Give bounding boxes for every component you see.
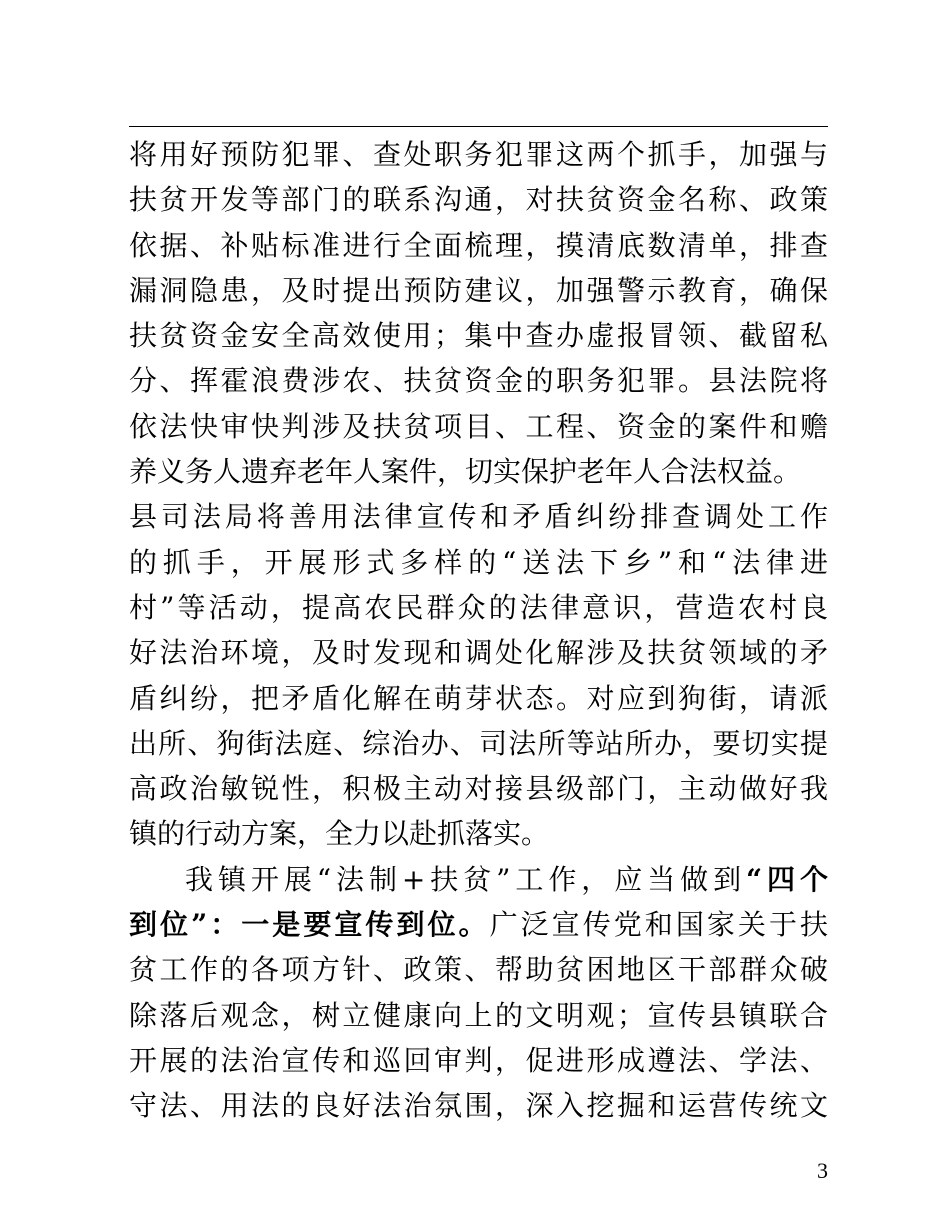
paragraph-2-first-line <box>129 857 828 902</box>
text-line: 漏洞隐患，及时提出预防建议，加强警示教育，确保 <box>129 273 828 307</box>
text-line: 分、挥霍浪费涉农、扶贫资金的职务犯罪。县法院将 <box>129 364 828 398</box>
text-line: 守法、用法的良好法治氛围，深入挖掘和运营传统文 <box>129 1089 828 1123</box>
text-line: 扶贫资金安全高效使用；集中查办虚报冒领、截留私 <box>129 319 828 353</box>
text-line: 县司法局将善用法律宣传和矛盾纠纷排查调处工作 <box>129 500 828 534</box>
text-line: 养义务人遗弃老年人案件，切实保护老年人合法权益。 <box>129 455 802 489</box>
header-rule <box>129 126 828 127</box>
text-line: 将用好预防犯罪、查处职务犯罪这两个抓手，加强与 <box>129 138 828 171</box>
text-line: 开展的法治宣传和巡回审判，促进形成遵法、学法、 <box>129 1043 828 1077</box>
text-line: 盾纠纷，把矛盾化解在萌芽状态。对应到狗街，请派 <box>129 681 828 715</box>
text-run: 广泛宣传党和国家关于扶 <box>489 908 828 942</box>
text-line: 高政治敏锐性，积极主动对接县级部门，主动做好我 <box>129 772 828 806</box>
text-line: 镇的行动方案，全力以赴抓落实。 <box>129 817 550 851</box>
text-line: 除落后观念，树立健康向上的文明观；宣传县镇联合 <box>129 998 828 1032</box>
text-run: 我镇开展“法制+扶贫”工作，应当做到 <box>185 862 747 896</box>
text-line: 出所、狗街法庭、综治办、司法所等站所办，要切实提 <box>129 726 828 760</box>
paragraph-2-second-line <box>129 902 828 947</box>
text-line: 扶贫开发等部门的联系沟通，对扶贫资金名称、政策 <box>129 183 828 217</box>
body-text <box>129 132 834 1129</box>
text-line: 依法快审快判涉及扶贫项目、工程、资金的案件和赡 <box>129 409 828 443</box>
text-line: 依据、补贴标准进行全面梳理，摸清底数清单，排查 <box>129 228 828 262</box>
text-line: 的抓手，开展形式多样的“送法下乡”和“法律进 <box>129 545 828 579</box>
bold-text-run: 到位”：一是要宣传到位。 <box>129 908 490 942</box>
text-line: 贫工作的各项方针、政策、帮助贫困地区干部群众破 <box>129 953 828 987</box>
text-line: 好法治环境，及时发现和调处化解涉及扶贫领域的矛 <box>129 636 828 670</box>
page-number: 3 <box>817 1158 828 1183</box>
text-line: 村”等活动，提高农民群众的法律意识，营造农村良 <box>129 590 828 624</box>
bold-text-run: “四个 <box>746 862 829 896</box>
